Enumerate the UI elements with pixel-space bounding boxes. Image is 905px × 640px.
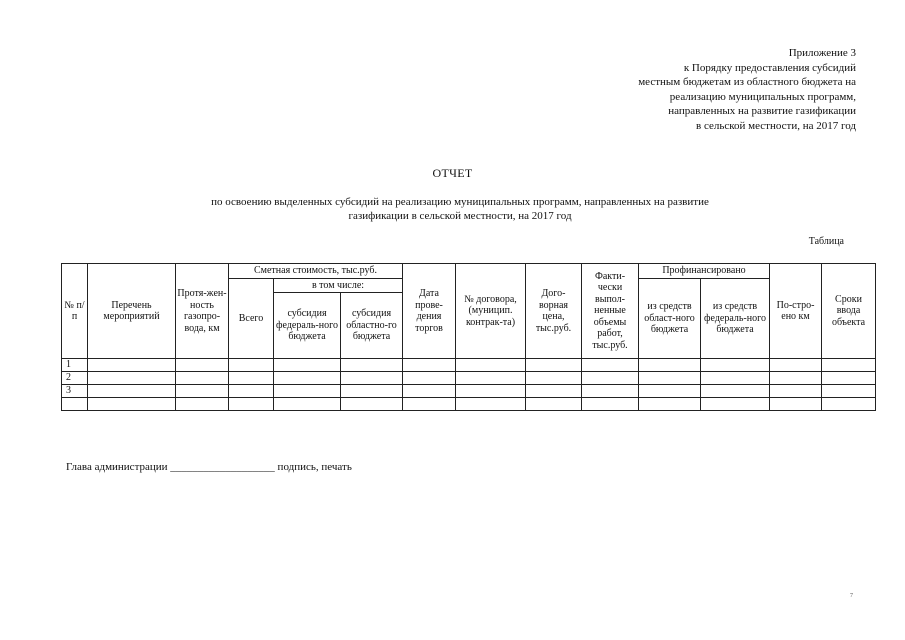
header-fin-regional: из средств област-ного бюджета	[639, 279, 701, 359]
appendix-line: направленных на развитие газификации	[668, 105, 856, 117]
table-row	[62, 359, 876, 372]
row-number	[62, 398, 88, 411]
document-title: ОТЧЕТ	[432, 166, 473, 180]
subtitle-line: по освоению выделенных субсидий на реализацию муниципальных программ, направленных на развитие	[211, 196, 709, 208]
header-federal: субсидия федераль-ного бюджета	[274, 293, 341, 359]
signature-line: Глава администрации ___________________ подпись, печать	[66, 461, 352, 473]
header-financed: Профинансировано	[639, 264, 770, 279]
row-number: 1	[62, 359, 88, 372]
header-including: в том числе:	[274, 279, 403, 293]
header-contract-no: № договора, (муницип. контрак-та)	[456, 264, 526, 359]
header-total: Всего	[229, 279, 274, 359]
header-list: Перечень мероприятий	[88, 264, 176, 359]
header-estimate: Сметная стоимость, тыс.руб.	[229, 264, 403, 279]
appendix-line: Приложение 3	[788, 47, 856, 59]
header-commission: Сроки ввода объекта	[822, 264, 876, 359]
row-number: 3	[62, 385, 88, 398]
header-length: Протя-жен-ность газопро-вода, км	[176, 264, 229, 359]
appendix-line: в сельской местности, на 2017 год	[696, 119, 856, 132]
header-actual-work: Факти-чески выпол-ненные объемы работ, тыс.руб.	[582, 264, 639, 359]
header-built-km: По-стро-ено км	[770, 264, 822, 359]
header-num: № п/п	[62, 264, 88, 359]
table-label: Таблица	[808, 236, 844, 247]
header-auction-date: Дата прове-дения торгов	[403, 264, 456, 359]
document-subtitle	[150, 196, 770, 223]
subtitle-line: газификации в сельской местности, на 2017 год	[348, 209, 572, 222]
appendix-line: к Порядку предоставления субсидий	[683, 61, 856, 74]
row-number: 2	[62, 372, 88, 385]
report-table	[61, 263, 876, 411]
appendix-line: местным бюджетам из областного бюджета на	[638, 76, 856, 88]
appendix-line: реализацию муниципальных программ,	[669, 90, 856, 103]
page-number: 7	[850, 593, 853, 599]
appendix-block	[580, 46, 856, 133]
header-fin-federal: из средств федераль-ного бюджета	[701, 279, 770, 359]
header-regional: субсидия областно-го бюджета	[341, 293, 403, 359]
table-row	[62, 398, 876, 411]
header-contract-price: Дого-ворная цена, тыс.руб.	[526, 264, 582, 359]
table-row	[62, 385, 876, 398]
table-row	[62, 372, 876, 385]
